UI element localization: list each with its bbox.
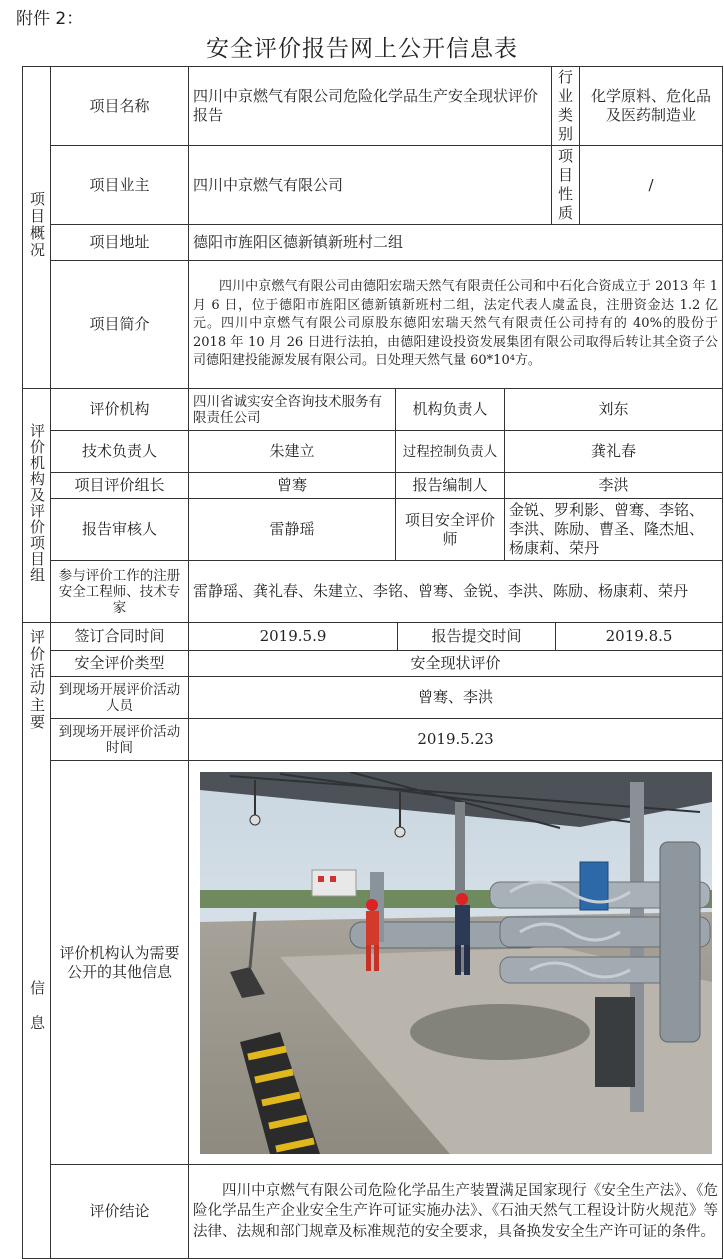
nature-label: 项目性质	[552, 146, 580, 225]
project-name-value: 四川中京燃气有限公司危险化学品生产安全现状评价报告	[189, 67, 552, 146]
engineers-label: 参与评价工作的注册安全工程师、技术专家	[51, 561, 189, 623]
reviewer-value: 雷静瑶	[189, 499, 396, 561]
project-name-label: 项目名称	[51, 67, 189, 146]
assessors-label: 项目安全评价师	[396, 499, 505, 561]
tech-head-label: 技术负责人	[51, 431, 189, 473]
site-time-label: 到现场开展评价活动时间	[51, 719, 189, 761]
row-project-address	[23, 225, 723, 261]
eval-type-label: 安全评价类型	[51, 651, 189, 677]
page-title: 安全评价报告网上公开信息表	[206, 36, 518, 62]
reviewer-label: 报告审核人	[51, 499, 189, 561]
nature-value: /	[580, 146, 723, 225]
contract-date-value: 2019.5.9	[189, 623, 398, 651]
process-head-label: 过程控制负责人	[396, 431, 505, 473]
project-summary-value: 四川中京燃气有限公司由德阳宏瑞天然气有限责任公司和中石化合资成立于 2013 年 1 月 6 日，位于德阳市旌阳区德新镇新班村二组，法定代表人虞孟良，注册资金达 1.2 亿元。四川中京燃气有限公司原股东德阳宏瑞天然气有限责任公司持有的 40%的股份于 2018 年 10 月 26 日进行法拍，由德阳建设投资发展集团有限公司取得后转让其全资子公司德阳建投能源发展有限公司。日处理天然气量 60*10⁴方。	[189, 261, 723, 389]
project-owner-label: 项目业主	[51, 146, 189, 225]
info-table	[22, 66, 723, 1259]
row-dates	[23, 623, 723, 651]
submit-date-value: 2019.8.5	[556, 623, 723, 651]
row-team-leader	[23, 473, 723, 499]
row-reviewer	[23, 499, 723, 561]
site-photo	[200, 772, 712, 1154]
assessors-value: 金锐、罗利影、曾骞、李铭、李洪、陈励、曹圣、隆杰旭、杨康莉、荣丹	[505, 499, 723, 561]
industry-value: 化学原料、危化品及医药制造业	[580, 67, 723, 146]
conclusion-label: 评价结论	[51, 1165, 189, 1259]
row-site-staff	[23, 677, 723, 719]
project-summary-label: 项目简介	[51, 261, 189, 389]
row-site-time	[23, 719, 723, 761]
agency-head-label: 机构负责人	[396, 389, 505, 431]
row-engineers	[23, 561, 723, 623]
team-leader-label: 项目评价组长	[51, 473, 189, 499]
team-leader-value: 曾骞	[189, 473, 396, 499]
row-eval-type	[23, 651, 723, 677]
submit-date-label: 报告提交时间	[398, 623, 556, 651]
section-org: 评价机构及评价项目组	[23, 389, 51, 623]
site-staff-value: 曾骞、李洪	[189, 677, 723, 719]
row-project-owner	[23, 146, 723, 225]
other-info-label: 评价机构认为需要公开的其他信息	[51, 761, 189, 1165]
site-time-value: 2019.5.23	[189, 719, 723, 761]
engineers-value: 雷静瑶、龚礼春、朱建立、李铭、曾骞、金锐、李洪、陈励、杨康莉、荣丹	[189, 561, 723, 623]
section-activity: 评价活动主要 信息	[23, 623, 51, 1259]
report-writer-value: 李洪	[505, 473, 723, 499]
site-photo-cell	[189, 761, 723, 1165]
site-staff-label: 到现场开展评价活动人员	[51, 677, 189, 719]
industry-label: 行业类别	[552, 67, 580, 146]
row-conclusion	[23, 1165, 723, 1259]
agency-label: 评价机构	[51, 389, 189, 431]
agency-head-value: 刘东	[505, 389, 723, 431]
project-owner-value: 四川中京燃气有限公司	[189, 146, 552, 225]
project-address-value: 德阳市旌阳区德新镇新班村二组	[189, 225, 723, 261]
eval-type-value: 安全现状评价	[189, 651, 723, 677]
process-head-value: 龚礼春	[505, 431, 723, 473]
project-address-label: 项目地址	[51, 225, 189, 261]
conclusion-value: 四川中京燃气有限公司危险化学品生产装置满足国家现行《安全生产法》、《危险化学品生产企业安全生产许可证实施办法》、《石油天然气工程设计防火规范》等法律、法规和部门规章及标准规范的安全要求，具备换发安全生产许可证的条件。	[189, 1165, 723, 1259]
contract-date-label: 签订合同时间	[51, 623, 189, 651]
tech-head-value: 朱建立	[189, 431, 396, 473]
row-project-summary	[23, 261, 723, 389]
row-project-name	[23, 67, 723, 146]
row-other-info	[23, 761, 723, 1165]
report-writer-label: 报告编制人	[396, 473, 505, 499]
row-tech-head	[23, 431, 723, 473]
agency-value: 四川省诚实安全咨询技术服务有限责任公司	[189, 389, 396, 431]
section-activity-info: 信息	[28, 980, 46, 1050]
info-table-wrapper	[22, 66, 722, 1259]
row-agency	[23, 389, 723, 431]
attachment-label: 附件 2：	[16, 9, 84, 29]
section-overview: 项目概况	[23, 67, 51, 389]
